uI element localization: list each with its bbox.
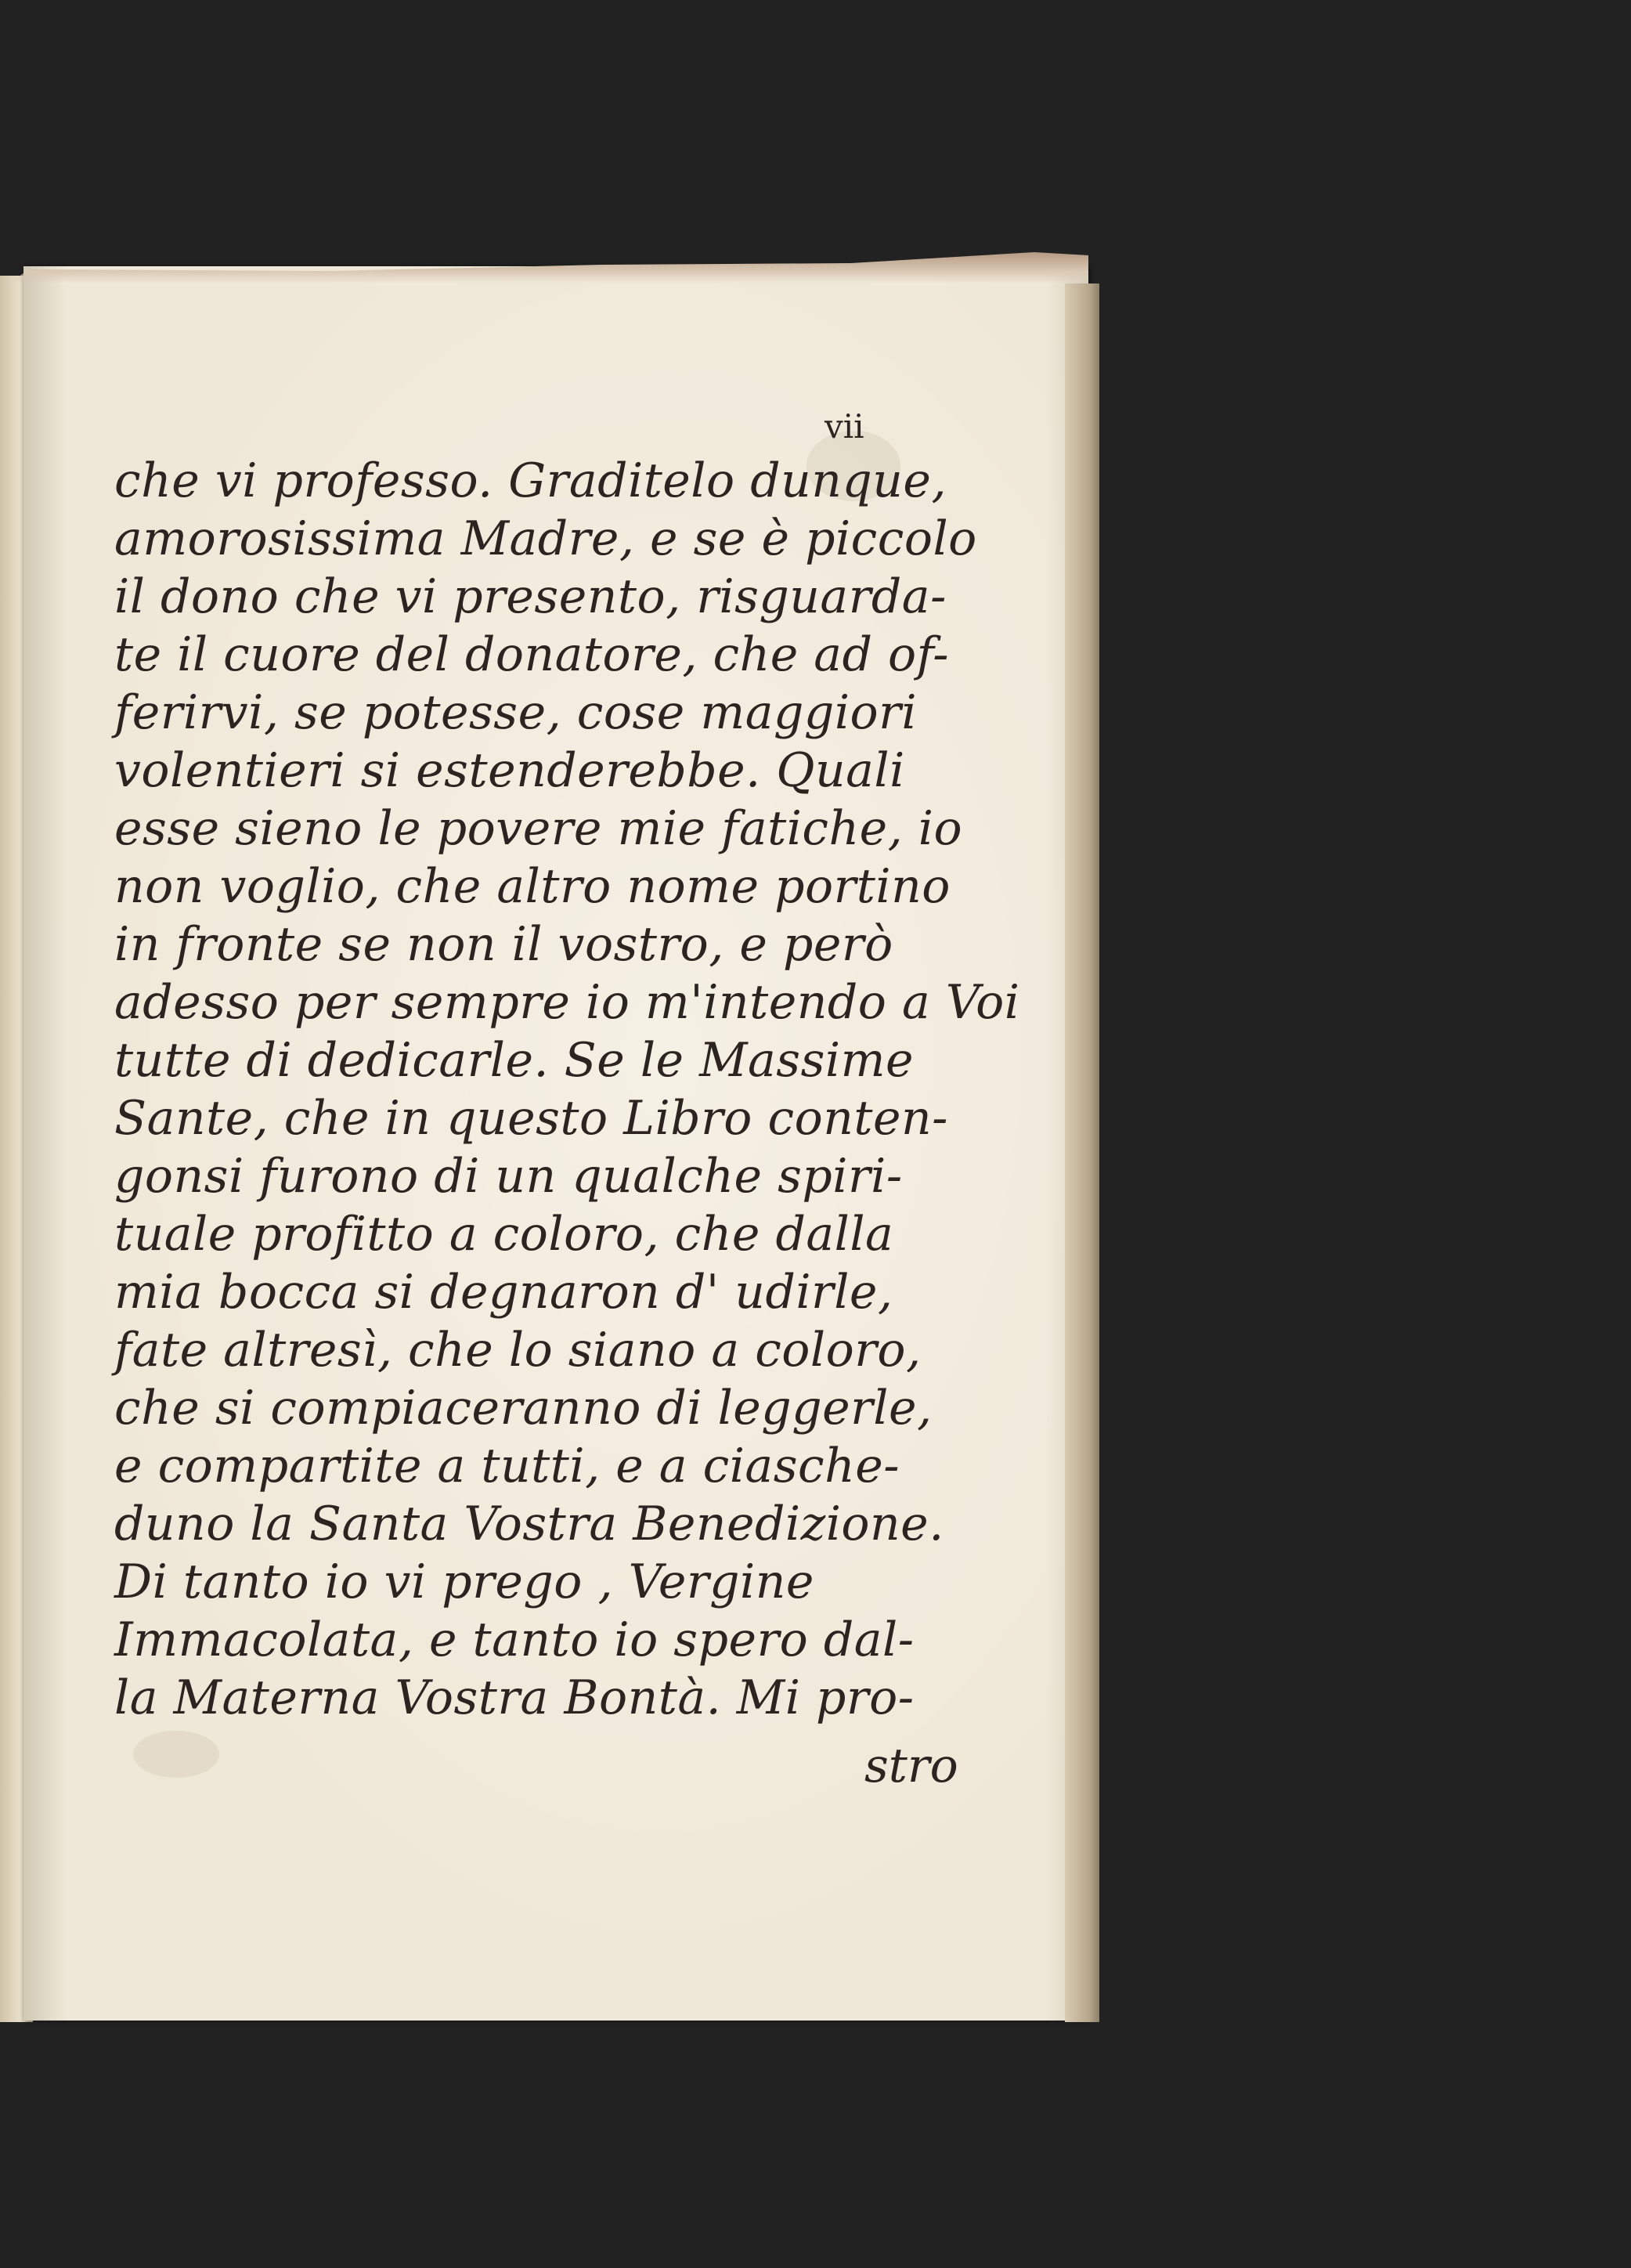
text-line: ferirvi, se potesse, cose maggiori bbox=[114, 685, 918, 740]
text-line: Sante, che in questo Libro conten- bbox=[114, 1091, 948, 1146]
text-line: adesso per sempre io m'intendo a Voi bbox=[114, 975, 1020, 1030]
text-line: Immacolata, e tanto io spero dal- bbox=[114, 1613, 915, 1667]
text-line: te il cuore del donatore, che ad of- bbox=[114, 627, 950, 682]
text-line: gonsi furono di un qualche spiri- bbox=[114, 1149, 903, 1204]
paper-stain bbox=[133, 1731, 219, 1778]
text-line: non voglio, che altro nome portino bbox=[114, 859, 951, 914]
text-line: e compartite a tutti, e a ciasche- bbox=[114, 1439, 900, 1493]
text-line: la Materna Vostra Bontà. Mi pro- bbox=[114, 1670, 915, 1725]
text-line: tutte di dedicarle. Se le Massime bbox=[114, 1033, 914, 1088]
text-line: esse sieno le povere mie fatiche, io bbox=[114, 801, 963, 856]
text-line: duno la Santa Vostra Benedizione. bbox=[114, 1497, 944, 1551]
page-number: vii bbox=[825, 407, 864, 446]
text-line: il dono che vi presento, risguarda- bbox=[114, 569, 947, 624]
book bbox=[0, 252, 1100, 2034]
text-line: in fronte se non il vostro, e però bbox=[114, 917, 893, 972]
text-line: che si compiaceranno di leggerle, bbox=[114, 1381, 933, 1436]
text-line: amorosissima Madre, e se è piccolo bbox=[114, 511, 977, 566]
catchword: stro bbox=[864, 1739, 958, 1793]
text-line: fate altresì, che lo siano a coloro, bbox=[114, 1323, 922, 1378]
page-right-edge bbox=[1065, 284, 1099, 2022]
text-line: volentieri si estenderebbe. Quali bbox=[114, 743, 905, 798]
text-line: mia bocca si degnaron d' udirle, bbox=[114, 1265, 893, 1320]
text-line: Di tanto io vi prego , Vergine bbox=[114, 1555, 814, 1609]
text-line: tuale profitto a coloro, che dalla bbox=[114, 1207, 894, 1262]
text-line: che vi professo. Graditelo dunque, bbox=[114, 453, 947, 508]
book-page bbox=[23, 266, 1088, 2021]
